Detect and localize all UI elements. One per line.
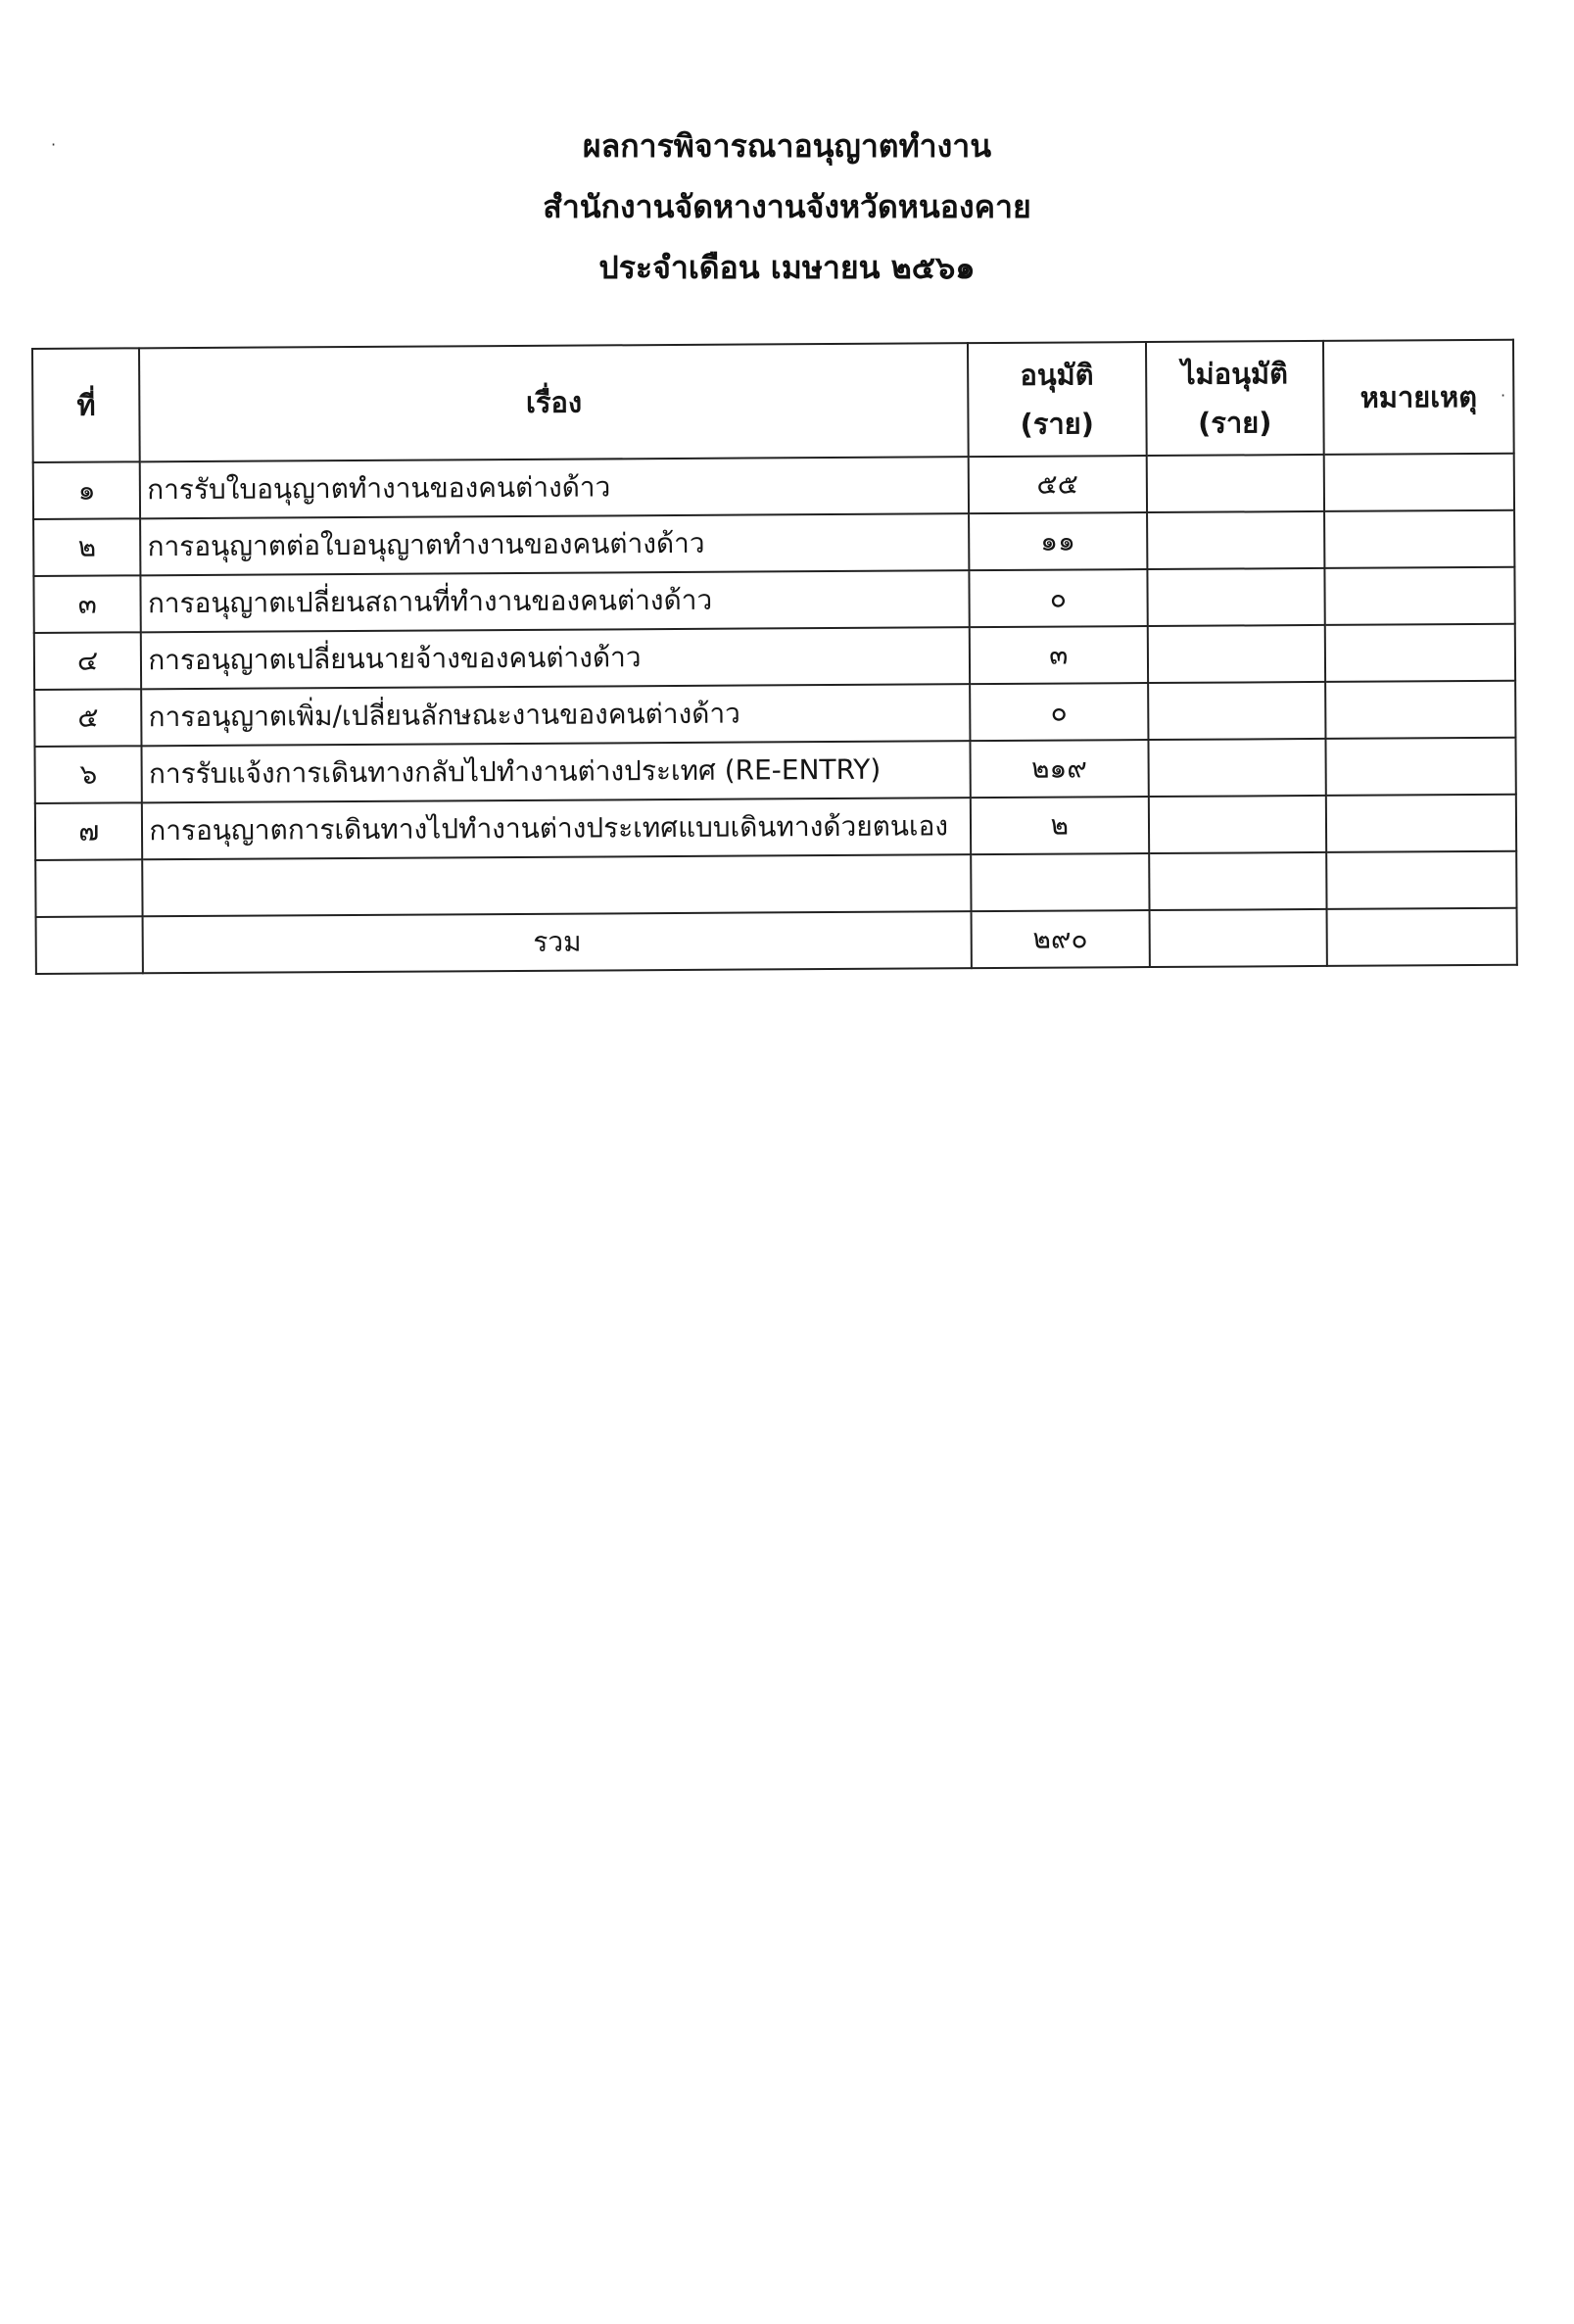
row-subject: การรับแจ้งการเดินทางกลับไปทำงานต่างประเทศ (RE-ENTRY) xyxy=(142,741,971,802)
table-row xyxy=(33,454,1514,519)
row-approved: ๑๑ xyxy=(969,512,1147,570)
row-no: ๕ xyxy=(34,689,142,747)
total-approved: ๒๙๐ xyxy=(972,910,1150,968)
row-rejected xyxy=(1147,625,1325,683)
row-rejected xyxy=(1149,852,1327,910)
row-no: ๗ xyxy=(35,802,143,860)
row-approved: ๒๑๙ xyxy=(970,740,1148,798)
row-subject: การอนุญาตเพิ่ม/เปลี่ยนลักษณะงานของคนต่างด้าว xyxy=(141,684,970,746)
row-no: ๒ xyxy=(33,518,141,576)
row-rejected xyxy=(1147,511,1325,569)
row-subject: การอนุญาตการเดินทางไปทำงานต่างประเทศแบบเดินทางด้วยตนเอง xyxy=(142,798,971,859)
row-subject xyxy=(143,854,972,916)
header-subject: เรื่อง xyxy=(139,343,968,461)
table-row xyxy=(34,624,1515,690)
row-rejected xyxy=(1148,682,1326,740)
total-label: รวม xyxy=(143,911,972,973)
row-rejected xyxy=(1148,739,1326,797)
row-remark xyxy=(1325,624,1515,682)
row-remark xyxy=(1326,851,1516,909)
row-approved: ๐ xyxy=(969,569,1147,627)
table-row xyxy=(35,795,1516,860)
header-approved-unit: (ราย) xyxy=(1020,407,1095,441)
row-remark xyxy=(1326,795,1516,852)
table-row xyxy=(33,510,1514,576)
row-rejected xyxy=(1147,568,1325,626)
row-remark xyxy=(1326,738,1516,796)
row-no: ๖ xyxy=(34,746,142,803)
row-remark xyxy=(1324,454,1514,511)
row-approved: ๐ xyxy=(970,683,1148,741)
total-rejected xyxy=(1149,909,1327,967)
row-subject: การอนุญาตเปลี่ยนนายจ้างของคนต่างด้าว xyxy=(141,627,970,689)
total-no xyxy=(36,916,144,974)
title-line-2: สำนักงานจัดหางานจังหวัดหนองคาย xyxy=(543,188,1031,225)
scan-speck: · xyxy=(1501,386,1506,405)
row-approved: ๓ xyxy=(970,626,1148,684)
work-permit-table xyxy=(31,339,1518,975)
document-title xyxy=(0,116,1574,298)
row-remark xyxy=(1325,681,1515,739)
row-subject: การรับใบอนุญาตทำงานของคนต่างด้าว xyxy=(140,457,969,518)
row-no xyxy=(35,859,143,917)
header-rejected-unit: (ราย) xyxy=(1197,406,1272,440)
header-remark: หมายเหตุ xyxy=(1323,340,1514,455)
row-rejected xyxy=(1148,796,1326,853)
table-row xyxy=(34,738,1515,803)
header-rejected xyxy=(1146,341,1324,456)
table-total-row xyxy=(36,908,1517,974)
row-no: ๑ xyxy=(33,461,141,519)
row-approved: ๕๕ xyxy=(969,456,1147,513)
scan-speck: · xyxy=(51,135,57,154)
title-line-1: ผลการพิจารณาอนุญาตทำงาน xyxy=(582,127,992,165)
header-rejected-label: ไม่อนุมัติ xyxy=(1180,357,1289,391)
row-approved xyxy=(971,853,1149,911)
header-approved-label: อนุมัติ xyxy=(1020,358,1094,392)
table-row xyxy=(35,851,1516,917)
header-no: ที่ xyxy=(32,348,140,462)
row-rejected xyxy=(1146,455,1324,512)
total-remark xyxy=(1327,908,1517,966)
row-subject: การอนุญาตเปลี่ยนสถานที่ทำงานของคนต่างด้าว xyxy=(141,570,970,632)
row-remark xyxy=(1324,567,1514,625)
row-no: ๓ xyxy=(33,575,141,633)
table-header-row xyxy=(32,340,1514,462)
table-row xyxy=(34,681,1515,747)
row-subject: การอนุญาตต่อใบอนุญาตทำงานของคนต่างด้าว xyxy=(140,513,969,575)
row-no: ๔ xyxy=(34,632,142,690)
row-remark xyxy=(1324,510,1514,568)
table-row xyxy=(33,567,1514,633)
title-line-3: ประจำเดือน เมษายน ๒๕๖๑ xyxy=(598,249,976,286)
row-approved: ๒ xyxy=(971,797,1149,854)
header-approved xyxy=(968,342,1146,457)
